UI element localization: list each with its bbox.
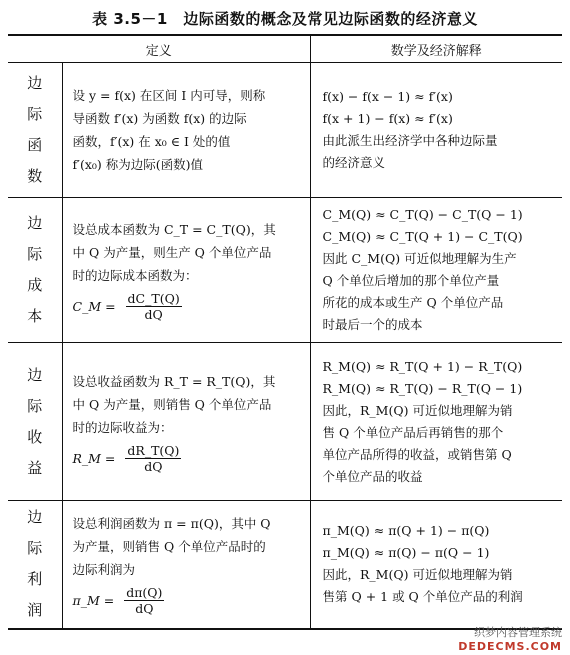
header-definition: 定义: [8, 35, 310, 63]
header-explanation: 数学及经济解释: [310, 35, 562, 63]
explanation-cell: C_M(Q) ≈ C_T(Q) − C_T(Q − 1) C_M(Q) ≈ C_T(Q + 1) − C_T(Q) 因此 C_M(Q) 可近似地理解为生产 Q 个单位后增加的那个单位产量 所花的成本或生产 Q 个单位产品 时最后一个的成本: [310, 198, 562, 343]
table-row-marginal-function: [8, 63, 562, 198]
fraction: $\frac{dC\_T(Q)}{dQ}$: [127, 291, 180, 322]
row-label: 边 际 收 益: [8, 343, 62, 501]
row-label: 边 际 成 本: [8, 198, 62, 343]
fraction: $\frac{dR\_T(Q)}{dQ}$: [127, 442, 180, 474]
table-title: 表 3.5－1 边际函数的概念及常见边际函数的经济意义: [92, 10, 478, 28]
definition-cell: 设 y = f(x) 在区间 I 内可导，则称 导函数 f′(x) 为函数 f(x) 的边际 函数，f′(x) 在 x₀ ∈ I 处的值 f′(x₀) 称为边际(函数)值: [62, 63, 310, 198]
formula: C_M = $\frac{dC\_T(Q)}{dQ}$: [72, 291, 180, 322]
explanation-cell: f(x) − f(x − 1) ≈ f′(x) f(x + 1) − f(x) ≈ f′(x) 由此派生出经济学中各种边际量 的经济意义: [310, 63, 562, 198]
explanation-cell: π_M(Q) ≈ π(Q + 1) − π(Q) π_M(Q) ≈ π(Q) − π(Q − 1) 因此，R_M(Q) 可近似地理解为销 售第 Q + 1 或 Q 个单位产品的利润: [322, 523, 523, 605]
definition-cell: 设总成本函数为 C_T = C_T(Q)，其 中 Q 为产量，则生产 Q 个单位产品 时的边际成本函数为： C_M = $\frac{dC\_T(Q)}{dQ}$: [62, 198, 310, 343]
marginal-functions-table: [8, 34, 562, 630]
row-label: 边 际 函 数: [8, 63, 62, 198]
definition-cell: 设总收益函数为 R_T = R_T(Q)，其 中 Q 为产量，则销售 Q 个单位产品 时的边际收益为： R_M = $\frac{dR\_T(Q)}{dQ}$: [62, 343, 310, 501]
definition-cell: 设总利润函数为 π = π(Q)，其中 Q 为产量，则销售 Q 个单位产品时的 边际利润为 π_M = $\frac{d\pi(Q)}{dQ}$: [62, 501, 310, 629]
row-label: 边 际 利 润: [8, 501, 62, 629]
formula: R_M = $\frac{dR\_T(Q)}{dQ}$: [72, 442, 180, 474]
table-row-marginal-revenue: [8, 343, 562, 501]
formula: π_M = $\frac{d\pi(Q)}{dQ}$: [72, 585, 163, 617]
fraction: $\frac{d\pi(Q)}{dQ}$: [126, 585, 163, 617]
watermark: 织梦内容管理系统 DEDECMS.COM: [458, 626, 562, 653]
table-row-marginal-profit: [8, 501, 562, 629]
table-row-marginal-cost: [8, 198, 562, 343]
explanation-cell: R_M(Q) ≈ R_T(Q + 1) − R_T(Q) R_M(Q) ≈ R_T(Q) − R_T(Q − 1) 因此，R_M(Q) 可近似地理解为销 售 Q 个单位产品后再销售的那个 单位产品所得的收益，或销售第 Q 个单位产品的收益: [310, 343, 562, 501]
table-header-row: [8, 35, 562, 63]
